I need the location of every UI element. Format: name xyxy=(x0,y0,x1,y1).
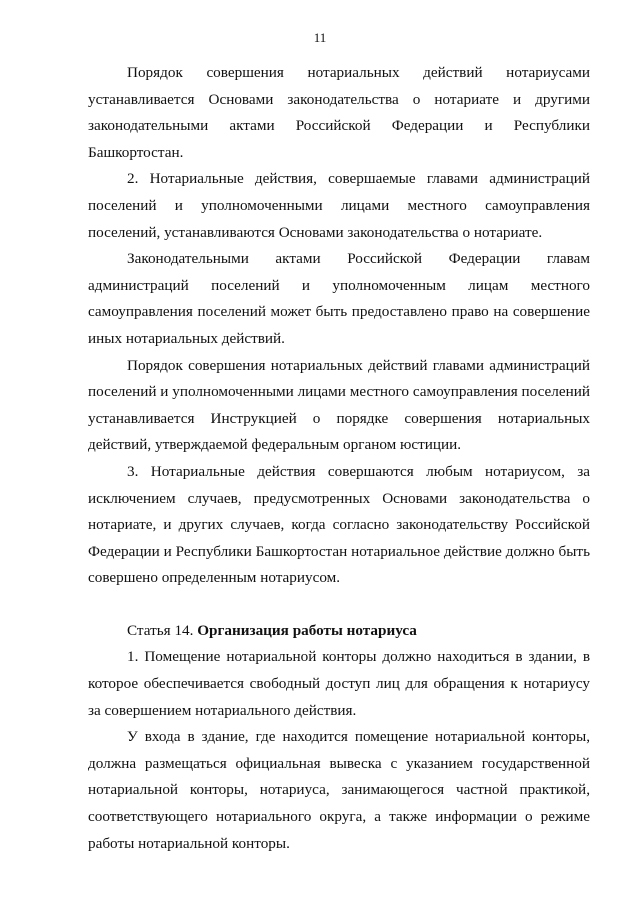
article-title: Организация работы нотариуса xyxy=(197,621,417,639)
paragraph-administration-actions: 2. Нотариальные действия, совершаемые главами администраций поселений и уполномоченными лицами местного самоуправления поселений, устанавливаются Основами законодательства о нотариате. xyxy=(88,170,590,241)
paragraph-other-actions-right: Законодательными актами Российской Федерации главам администраций поселений и уполномоченным лицам местного самоуправления поселений может быть предоставлено право на совершение иных нотариальных действий. xyxy=(88,250,590,347)
paragraph-office-premises: 1. Помещение нотариальной конторы должно находиться в здании, в которое обеспечивается свободный доступ лиц для обращения к нотариусу за совершением нотариального действия. xyxy=(88,648,590,719)
article-number: Статья 14. xyxy=(127,621,198,639)
paragraph-any-notary: 3. Нотариальные действия совершаются любым нотариусом, за исключением случаев, предусмотренных Основами законодательства о нотариате, и других случаев, когда согласно законодательству Российской Федерации и Республики Башкортостан нотариальное действие должно быть совершено определенным нотариусом. xyxy=(88,462,590,587)
paragraph-office-signboard: У входа в здание, где находится помещение нотариальной конторы, должна размещаться официальная вывеска с указанием государственной нотариальной конторы, нотариуса, занимающегося частной практикой, соответствующего нотариального округа, а также информации о режиме работы нотариальной конторы. xyxy=(88,728,590,852)
document-body xyxy=(88,60,590,857)
paragraph-notary-procedure: Порядок совершения нотариальных действий нотариусами устанавливается Основами законодательства о нотариате и другими законодательными актами Российской Федерации и Республики Башкортостан. xyxy=(88,64,590,161)
article-heading xyxy=(88,618,590,645)
page-number: 11 xyxy=(313,30,327,45)
paragraph-instruction-procedure: Порядок совершения нотариальных действий главами администраций поселений и уполномоченными лицами местного самоуправления поселений устанавливается Инструкцией о порядке совершения нотариальных действий, утверждаемой федеральным органом юстиции. xyxy=(88,356,590,454)
